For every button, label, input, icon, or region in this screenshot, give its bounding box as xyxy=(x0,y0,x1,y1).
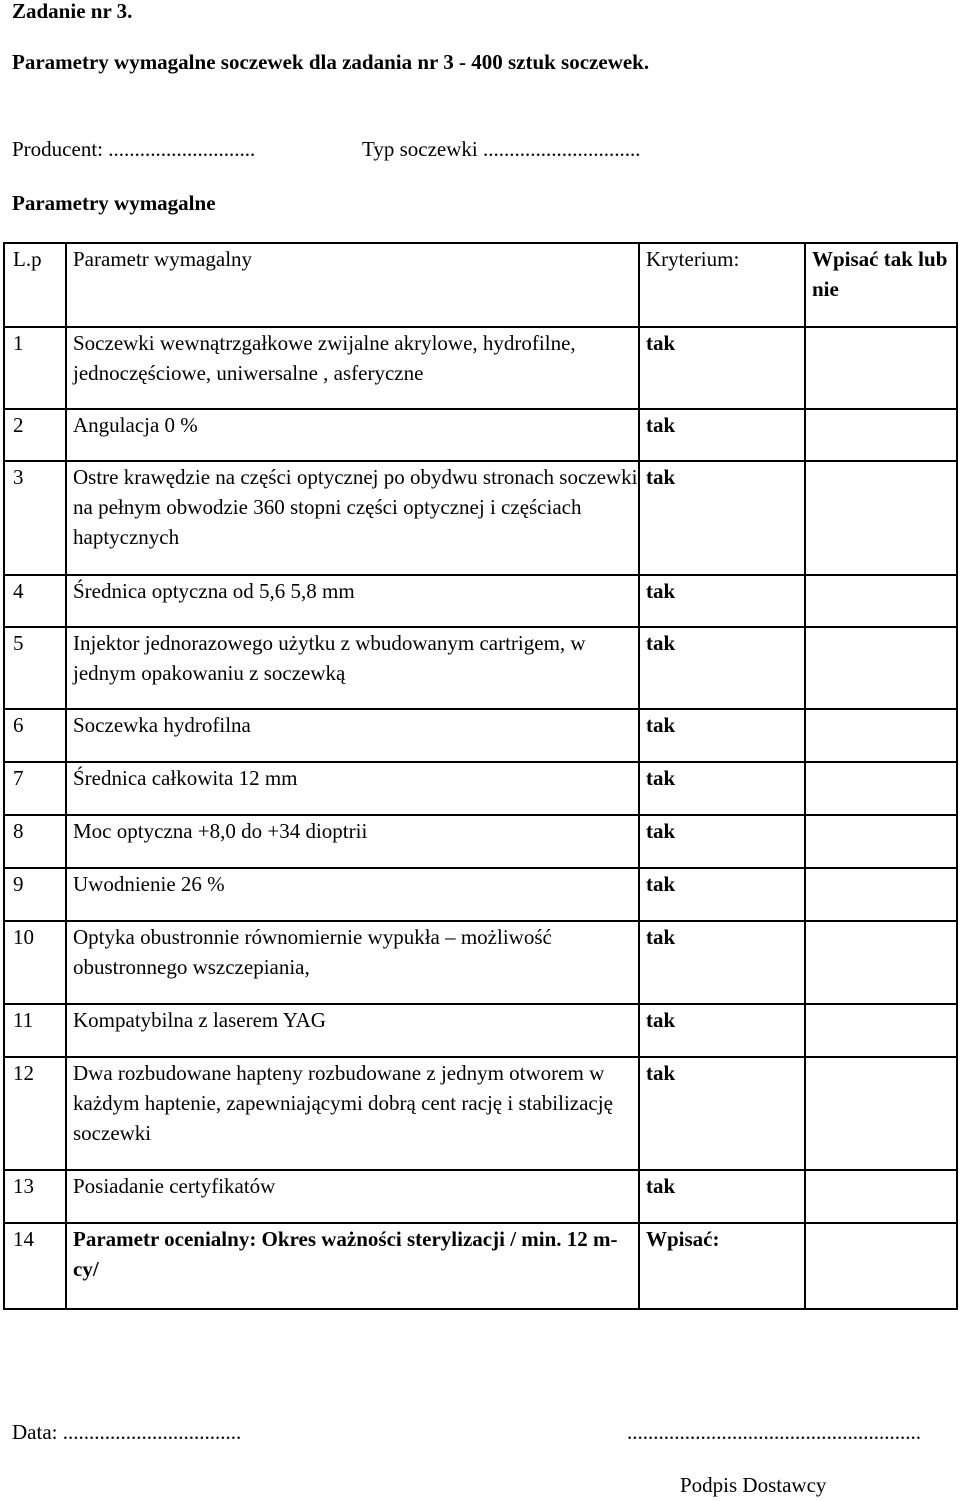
row-criterion: tak xyxy=(639,709,805,762)
header-enter-yes-no: Wpisać tak lub nie xyxy=(805,243,957,327)
row-answer-cell[interactable] xyxy=(805,921,957,1004)
row-number: 13 xyxy=(4,1170,66,1223)
table-row xyxy=(4,409,957,461)
date-field-label: Data: .................................. xyxy=(12,1420,242,1444)
row-number: 2 xyxy=(4,409,66,461)
row-criterion: tak xyxy=(639,575,805,627)
row-number: 5 xyxy=(4,627,66,709)
row-answer-cell[interactable] xyxy=(805,1057,957,1170)
row-criterion: Wpisać: xyxy=(639,1223,805,1309)
table-row xyxy=(4,868,957,921)
signature-line: ........................................................ xyxy=(627,1420,921,1444)
row-parameter: Soczewka hydrofilna xyxy=(66,709,639,762)
row-parameter: Parametr ocenialny: Okres ważności sterylizacji / min. 12 m-cy/ xyxy=(66,1223,639,1309)
table-row xyxy=(4,1004,957,1057)
row-answer-cell[interactable] xyxy=(805,575,957,627)
row-parameter: Średnica optyczna od 5,6 5,8 mm xyxy=(66,575,639,627)
row-number: 14 xyxy=(4,1223,66,1309)
row-answer-cell[interactable] xyxy=(805,1170,957,1223)
row-answer-cell[interactable] xyxy=(805,815,957,868)
row-answer-cell[interactable] xyxy=(805,409,957,461)
header-parameter: Parametr wymagalny xyxy=(66,243,639,327)
table-row xyxy=(4,1170,957,1223)
table-row xyxy=(4,327,957,409)
table-row xyxy=(4,815,957,868)
row-answer-cell[interactable] xyxy=(805,868,957,921)
row-number: 11 xyxy=(4,1004,66,1057)
row-number: 9 xyxy=(4,868,66,921)
signature-label: Podpis Dostawcy xyxy=(680,1473,827,1497)
row-parameter: Injektor jednorazowego użytku z wbudowanym cartrigem, w jednym opakowaniu z soczewką xyxy=(66,627,639,709)
row-criterion: tak xyxy=(639,1057,805,1170)
row-number: 1 xyxy=(4,327,66,409)
task-title: Zadanie nr 3. xyxy=(12,0,133,23)
row-parameter: Dwa rozbudowane hapteny rozbudowane z jednym otworem w każdym haptenie, zapewniającymi dobrą cent rację i stabilizację soczewki xyxy=(66,1057,639,1170)
row-number: 4 xyxy=(4,575,66,627)
row-criterion: tak xyxy=(639,627,805,709)
row-criterion: tak xyxy=(639,921,805,1004)
table-row xyxy=(4,921,957,1004)
table-row xyxy=(4,461,957,575)
row-number: 6 xyxy=(4,709,66,762)
table-row xyxy=(4,762,957,815)
row-parameter: Moc optyczna +8,0 do +34 dioptrii xyxy=(66,815,639,868)
table-row xyxy=(4,1223,957,1309)
row-answer-cell[interactable] xyxy=(805,709,957,762)
row-criterion: tak xyxy=(639,409,805,461)
table-header-row xyxy=(4,243,957,327)
row-parameter: Soczewki wewnątrzgałkowe zwijalne akrylowe, hydrofilne, jednoczęściowe, uniwersalne , asferyczne xyxy=(66,327,639,409)
row-criterion: tak xyxy=(639,461,805,575)
row-answer-cell[interactable] xyxy=(805,461,957,575)
table-row xyxy=(4,709,957,762)
header-criterion: Kryterium: xyxy=(639,243,805,327)
row-criterion: tak xyxy=(639,327,805,409)
header-lp: L.p xyxy=(4,243,66,327)
row-number: 7 xyxy=(4,762,66,815)
parameters-table xyxy=(3,242,958,1310)
row-answer-cell[interactable] xyxy=(805,627,957,709)
row-number: 8 xyxy=(4,815,66,868)
row-parameter: Posiadanie certyfikatów xyxy=(66,1170,639,1223)
document-title: Parametry wymagalne soczewek dla zadania nr 3 - 400 sztuk soczewek. xyxy=(12,50,650,74)
row-number: 10 xyxy=(4,921,66,1004)
table-row xyxy=(4,627,957,709)
row-parameter: Ostre krawędzie na części optycznej po obydwu stronach soczewki na pełnym obwodzie 360 stopni części optycznej i częściach haptycznych xyxy=(66,461,639,575)
row-answer-cell[interactable] xyxy=(805,327,957,409)
row-number: 12 xyxy=(4,1057,66,1170)
row-criterion: tak xyxy=(639,762,805,815)
row-criterion: tak xyxy=(639,1170,805,1223)
row-number: 3 xyxy=(4,461,66,575)
row-parameter: Uwodnienie 26 % xyxy=(66,868,639,921)
lens-type-field-label: Typ soczewki .............................. xyxy=(362,137,641,161)
row-parameter: Optyka obustronnie równomiernie wypukła – możliwość obustronnego wszczepiania, xyxy=(66,921,639,1004)
row-criterion: tak xyxy=(639,1004,805,1057)
row-answer-cell[interactable] xyxy=(805,1004,957,1057)
row-answer-cell[interactable] xyxy=(805,1223,957,1309)
table-row xyxy=(4,1057,957,1170)
producer-field-label: Producent: ............................ xyxy=(12,137,256,161)
section-heading: Parametry wymagalne xyxy=(12,191,216,215)
row-parameter: Średnica całkowita 12 mm xyxy=(66,762,639,815)
row-parameter: Kompatybilna z laserem YAG xyxy=(66,1004,639,1057)
row-parameter: Angulacja 0 % xyxy=(66,409,639,461)
row-criterion: tak xyxy=(639,868,805,921)
row-criterion: tak xyxy=(639,815,805,868)
table-row xyxy=(4,575,957,627)
row-answer-cell[interactable] xyxy=(805,762,957,815)
